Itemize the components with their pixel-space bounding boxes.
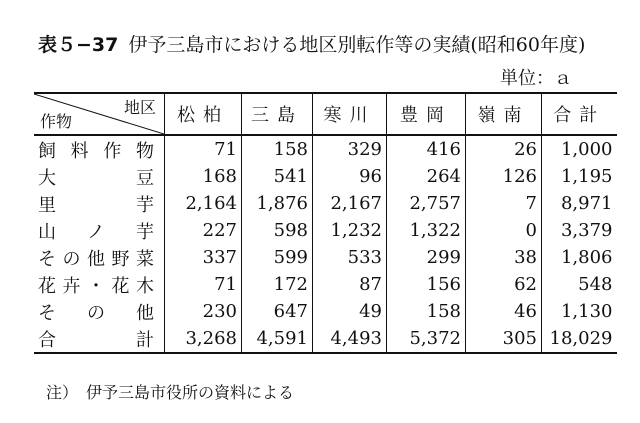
- header-cell: 寒川: [313, 93, 387, 135]
- value-cell: 305: [466, 325, 542, 353]
- header-row: [34, 93, 617, 135]
- table-number: 表５−37: [38, 34, 119, 56]
- row-label: その他: [38, 302, 154, 324]
- value-cell: 87: [313, 271, 387, 298]
- source-note: 注） 伊予三島市役所の資料による: [46, 383, 295, 402]
- value-cell: 416: [387, 135, 466, 163]
- table-row: [34, 217, 617, 244]
- value-cell: 1,195: [542, 163, 617, 190]
- value-cell: 647: [242, 298, 313, 325]
- table-row: [34, 325, 617, 353]
- table-row: [34, 135, 617, 163]
- row-label: 合計: [34, 325, 165, 353]
- value-cell: 1,806: [542, 244, 617, 271]
- value-cell: 158: [242, 135, 313, 163]
- value-cell: 46: [466, 298, 542, 325]
- header-cell: 三島: [242, 93, 313, 135]
- value-cell: 49: [313, 298, 387, 325]
- value-cell: 1,232: [313, 217, 387, 244]
- row-label: 飼料作物: [38, 140, 154, 162]
- table-row: [34, 271, 617, 298]
- value-cell: 71: [165, 135, 242, 163]
- value-cell: 96: [313, 163, 387, 190]
- header-cell: 合計: [542, 93, 617, 135]
- value-cell: 172: [242, 271, 313, 298]
- value-cell: 533: [313, 244, 387, 271]
- value-cell: 38: [466, 244, 542, 271]
- value-cell: 4,493: [313, 325, 387, 353]
- value-cell: 337: [165, 244, 242, 271]
- value-cell: 2,164: [165, 190, 242, 217]
- value-cell: 1,130: [542, 298, 617, 325]
- value-cell: 71: [165, 271, 242, 298]
- row-label: その他野菜: [38, 248, 154, 270]
- row-label: 花卉・花木: [38, 275, 154, 297]
- value-cell: 0: [466, 217, 542, 244]
- table-title: [38, 30, 585, 57]
- header-cell: 松柏: [165, 93, 242, 135]
- value-cell: 126: [466, 163, 542, 190]
- table-row: [34, 298, 617, 325]
- value-cell: 7: [466, 190, 542, 217]
- value-cell: 599: [242, 244, 313, 271]
- table-row: [34, 190, 617, 217]
- value-cell: 541: [242, 163, 313, 190]
- value-cell: 18,029: [542, 325, 617, 353]
- value-cell: 156: [387, 271, 466, 298]
- value-cell: 329: [313, 135, 387, 163]
- value-cell: 5,372: [387, 325, 466, 353]
- corner-label-district: 地区: [123, 98, 156, 117]
- table-caption: 伊予三島市における地区別転作等の実績(昭和60年度): [128, 34, 586, 56]
- value-cell: 264: [387, 163, 466, 190]
- value-cell: 26: [466, 135, 542, 163]
- corner-label-crop: 作物: [40, 112, 73, 131]
- value-cell: 2,757: [387, 190, 466, 217]
- value-cell: 8,971: [542, 190, 617, 217]
- table-row: [34, 163, 617, 190]
- value-cell: 299: [387, 244, 466, 271]
- corner-cell: [34, 93, 165, 135]
- value-cell: 1,000: [542, 135, 617, 163]
- value-cell: 227: [165, 217, 242, 244]
- value-cell: 3,268: [165, 325, 242, 353]
- value-cell: 4,591: [242, 325, 313, 353]
- value-cell: 2,167: [313, 190, 387, 217]
- value-cell: 158: [387, 298, 466, 325]
- table-row: [34, 244, 617, 271]
- value-cell: 62: [466, 271, 542, 298]
- row-label: 山ノ芋: [38, 221, 154, 243]
- value-cell: 1,322: [387, 217, 466, 244]
- value-cell: 230: [165, 298, 242, 325]
- value-cell: 168: [165, 163, 242, 190]
- row-label: 里芋: [38, 194, 154, 216]
- header-cell: 豊岡: [387, 93, 466, 135]
- value-cell: 3,379: [542, 217, 617, 244]
- value-cell: 1,876: [242, 190, 313, 217]
- data-table: [34, 92, 617, 354]
- row-label: 大豆: [38, 167, 154, 189]
- header-cell: 嶺南: [466, 93, 542, 135]
- value-cell: 548: [542, 271, 617, 298]
- unit-label: 単位：ａ: [500, 68, 572, 89]
- value-cell: 598: [242, 217, 313, 244]
